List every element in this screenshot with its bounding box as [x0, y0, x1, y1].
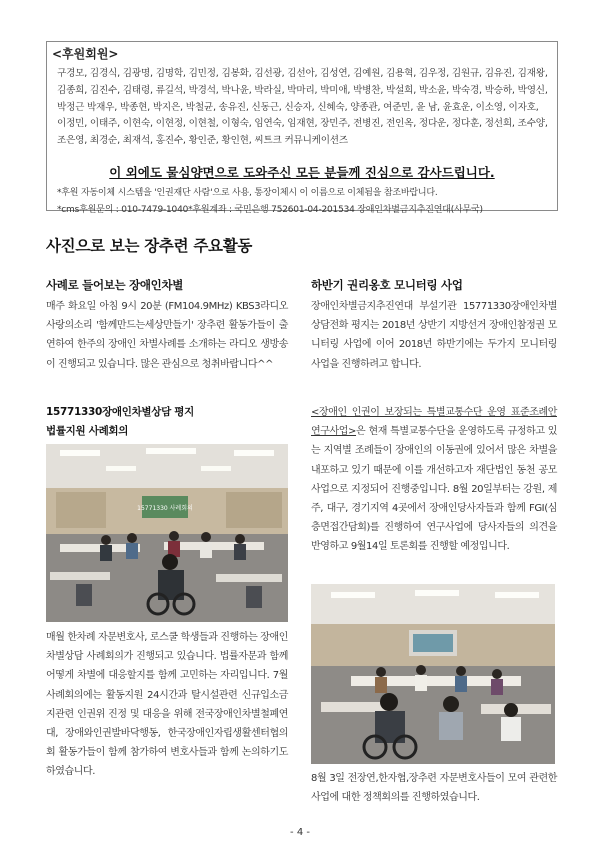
right-paragraph-monitoring	[311, 297, 557, 374]
sponsor-note-transfer: *후원 자동이체 시스템을 '인권재단 사람'으로 사용, 통장이체시 이 이름으로 이체됨을 참조바랍니다.	[57, 188, 438, 198]
sponsor-title: <후원회원>	[52, 47, 119, 61]
right-paragraph-monitoring-text: 장애인차별금지추진연대 부설기관 15771330장애인차별상담전화 평지는 2018년 상반기 지방선거 장애인참정권 모니터링 사업에 이어 2018년 하반기에는 두가지 모니터링 사업을 진행하려고 합니다.	[311, 301, 557, 370]
left-heading-radio: 사례로 들어보는 장애인차별	[46, 278, 184, 292]
section-title: 사진으로 보는 장추련 주요활동	[46, 237, 253, 255]
right-paragraph-research	[311, 403, 557, 557]
left-paragraph-radio: 매주 화요일 아침 9시 20분 (FM104.9MHz) KBS3라디오 사랑의소리 '함께만드는세상만들기' 장추련 활동가들이 출연하여 한주의 장애인 차별사례를 소개하는 라디오 생방송이 진행되고 있습니다. 많은 관심으로 청취바랍니다^^	[46, 301, 288, 370]
right-heading-monitoring: 하반기 권리옹호 모니터링 사업	[311, 278, 463, 292]
sponsor-note-cms: *cms후원문의 : 010-7479-1040*후원계좌 : 국민은행 752601-04-201534 장애인차별금지추진연대(사무국)	[57, 205, 483, 215]
left-heading-case-line1: 15771330장애인차별상담 평지	[46, 406, 194, 418]
left-heading-case-line2: 법률지원 사례회의	[46, 425, 129, 437]
case-meeting-photo	[46, 444, 288, 622]
research-project-title: <장애인 인권이 보장되는 특별교통수단 운영 표준조례안 연구사업>	[311, 407, 557, 438]
page-number: - 4 -	[290, 827, 310, 838]
sponsor-box	[46, 41, 558, 215]
policy-meeting-photo	[311, 584, 555, 764]
sponsor-names: 구경모, 김경식, 김광명, 김명학, 김민정, 김봉화, 김선광, 김선아, 김성연, 김예원, 김용혁, 김우정, 김원규, 김유진, 김재왕, 김종희, 김진수, 김태령, 류길석, 박경석, 박나윤, 박라실, 박마리, 박미애, 박병찬, 박설희, 박소윤, 박숙경, 박승하, 박영신, 박정근 박재우, 박종현, 박지은, 박철균, 송유진, 신동근, 신승자, 신혜숙, 양종관, 여준민, 윤 남, 윤효운, 이소영, 이자호, 이정민, 이태주, 이현숙, 이현정, 이현철, 이형숙, 임연숙, 임재현, 장민주, 전병진, 전인옥, 정다운, 정다훈, 정선희, 조수양, 조은영, 최경순, 최재석, 홍진수, 황인준, 황인현, 씨트크 커뮤니케이션즈	[57, 68, 548, 147]
thanks-message: 이 외에도 물심양면으로 도와주신 모든 분들께 진심으로 감사드립니다.	[109, 165, 495, 180]
photo-banner-text: 15771330 사례회의	[137, 505, 193, 512]
left-paragraph-case: 매월 한차례 자문변호사, 로스쿨 학생들과 진행하는 장애인 차별상담 사례회의가 진행되고 있습니다. 법률자문과 함께 어떻게 차별에 대응할지를 함께 고민하는 자리입니다. 7월 사례회의에는 활동지원 24시간과 탈시설관련 신규입소금지관련 인권위 진정 및 대응을 위해 전국장애인차별철폐연대, 장애와인권발바닥행동, 한국장애인자립생활센터협의회 활동가들이 함께 참가하여 변호사들과 함께 논의하기도 하였습니다.	[46, 632, 288, 778]
research-project-text: 은 현재 특별교통수단을 운영하도록 규정하고 있는 지역별 조례들이 장애인의 이동권에 있어서 많은 차별을 내포하고 있기 때문에 이를 개선하고자 재단법인 동천 공모사업으로 지정되어 진행중입니다. 8월 20일부터는 강원, 제주, 대구, 경기지역 4곳에서 장애인당사자들과 함께 FGI(심층면접간담회)를 진행하여 연구사업에 당사자들의 의견을 반영하고 9월14일 토론회를 진행할 예정입니다.	[311, 426, 557, 553]
policy-meeting-caption: 8월 3일 전장연,한자협,장추련 자문변호사들이 모여 관련한 사업에 대한 정책회의를 진행하였습니다.	[311, 773, 557, 804]
